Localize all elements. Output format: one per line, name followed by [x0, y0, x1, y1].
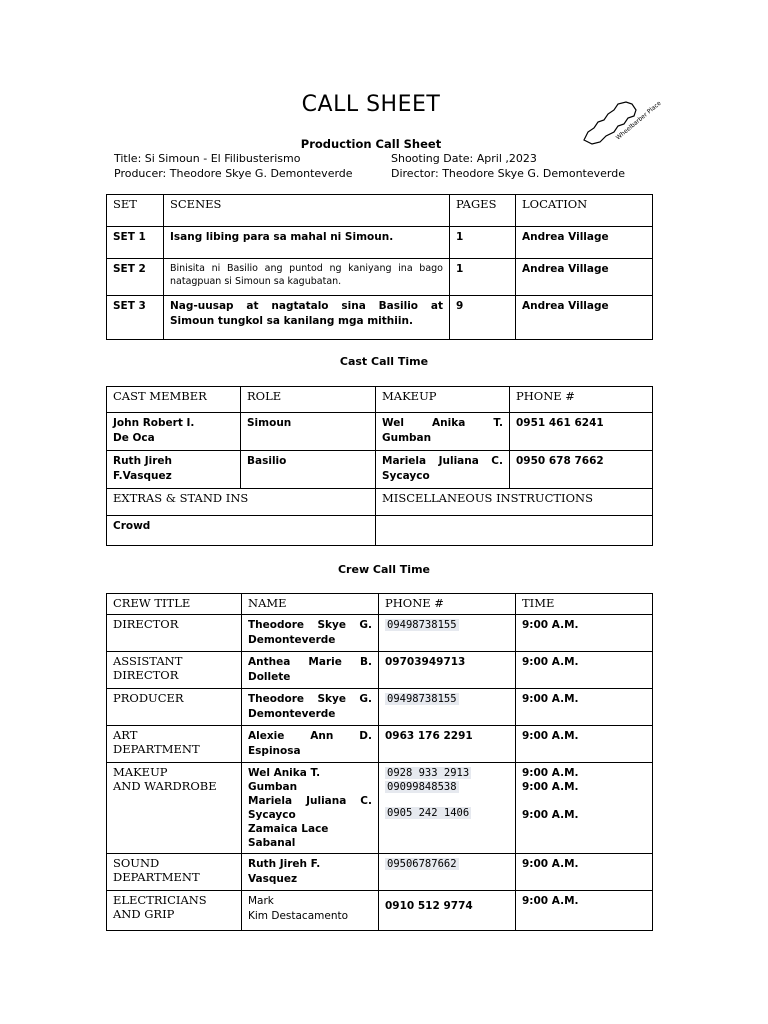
- column-header: MAKEUP: [376, 387, 510, 413]
- director-line: Director: Theodore Skye G. Demonteverde: [391, 167, 625, 180]
- pages-cell: 9: [450, 296, 516, 340]
- column-header: LOCATION: [516, 195, 653, 227]
- cast-section-title: Cast Call Time: [339, 355, 429, 368]
- crew-phone: 0928 933 2913: [387, 767, 470, 779]
- scenes-table: [106, 194, 653, 340]
- column-header: SET: [107, 195, 164, 227]
- crew-title: ELECTRICIANS: [113, 893, 207, 907]
- crew-time: 9:00 A.M.: [522, 781, 579, 793]
- set-cell: SET 2: [107, 259, 164, 296]
- location-cell: Andrea Village: [516, 296, 653, 340]
- table-row: [107, 854, 653, 891]
- cast-member-name: Ruth Jireh F.Vasquez: [113, 455, 172, 482]
- crew-title: SOUND: [113, 856, 160, 870]
- crew-phone-cell: 0910 512 9774: [379, 891, 516, 931]
- table-row: [107, 413, 653, 451]
- location-cell: Andrea Village: [516, 259, 653, 296]
- crew-phone: 09498738155: [387, 619, 457, 631]
- logo-text: Wheelbarber Place: [614, 99, 663, 142]
- pages-cell: 1: [450, 259, 516, 296]
- crew-name: Alexie Ann D.: [248, 730, 372, 742]
- table-row: [107, 516, 653, 546]
- crew-title: MAKEUP: [113, 765, 168, 779]
- cast-member-name: De Oca: [113, 432, 155, 444]
- crew-name: Kim Destacamento: [248, 910, 349, 922]
- crew-title: DIRECTOR: [113, 617, 179, 631]
- scene-cell: Isang libing para sa mahal ni Simoun.: [164, 227, 450, 259]
- crew-time-cell: [516, 763, 653, 854]
- crew-name: Mark: [248, 895, 274, 907]
- table-row: [107, 763, 653, 854]
- misc-cell: [376, 516, 653, 546]
- crew-time-cell: 9:00 A.M.: [516, 891, 653, 931]
- set-cell: SET 3: [107, 296, 164, 340]
- table-row: [107, 615, 653, 652]
- pages-cell: 1: [450, 227, 516, 259]
- crew-name: Wel Anika T. Gumban: [248, 767, 321, 793]
- extras-header: EXTRAS & STAND INS: [107, 489, 376, 516]
- crew-name-cell: [242, 763, 379, 854]
- phone-cell: 0950 678 7662: [510, 451, 653, 489]
- crew-title-cell: [107, 854, 242, 891]
- crew-name-cell: [242, 615, 379, 652]
- crew-phone-cell: [379, 854, 516, 891]
- crew-phone-cell: 0963 176 2291: [379, 726, 516, 763]
- column-header: CREW TITLE: [107, 594, 242, 615]
- column-header: ROLE: [241, 387, 376, 413]
- crew-phone: 09099848538: [387, 781, 457, 793]
- table-header-row: [107, 594, 653, 615]
- makeup-name: Wel Anika T.: [382, 417, 503, 429]
- crew-time-cell: 9:00 A.M.: [516, 652, 653, 689]
- column-header: PAGES: [450, 195, 516, 227]
- column-header: NAME: [242, 594, 379, 615]
- makeup-cell: [376, 413, 510, 451]
- column-header: TIME: [516, 594, 653, 615]
- crew-name-cell: [242, 652, 379, 689]
- phone-cell: 0951 461 6241: [510, 413, 653, 451]
- crew-name: Mariela Juliana C.: [248, 795, 372, 807]
- crew-name: Espinosa: [248, 745, 301, 757]
- crew-time-cell: 9:00 A.M.: [516, 689, 653, 726]
- crew-phone: 09498738155: [387, 693, 457, 705]
- crew-title-cell: [107, 726, 242, 763]
- table-row: [107, 296, 653, 340]
- cast-member-name: John Robert I.: [113, 417, 195, 429]
- makeup-name: Gumban: [382, 432, 432, 444]
- table-row: [107, 227, 653, 259]
- cast-member-cell: [107, 413, 241, 451]
- table-header-row: [107, 195, 653, 227]
- makeup-name: Mariela Juliana C.: [382, 455, 503, 467]
- cast-table: [106, 386, 653, 546]
- crew-title: AND WARDROBE: [113, 779, 217, 793]
- makeup-name: Sycayco: [382, 470, 430, 482]
- crew-title: ART: [113, 728, 138, 742]
- subtitle: Production Call Sheet: [300, 137, 442, 151]
- crew-time: 9:00 A.M.: [522, 767, 579, 779]
- crew-title-cell: [107, 763, 242, 854]
- crew-name: Theodore Skye G.: [248, 619, 372, 631]
- crew-title-cell: [107, 689, 242, 726]
- crew-name: Sycayco: [248, 809, 296, 821]
- crew-name-cell: Ruth Jireh F. Vasquez: [242, 854, 379, 891]
- table-row: [107, 259, 653, 296]
- crew-title: PRODUCER: [113, 691, 184, 705]
- crew-table: [106, 593, 653, 931]
- table-row: [107, 689, 653, 726]
- role-cell: Basilio: [241, 451, 376, 489]
- location-cell: Andrea Village: [516, 227, 653, 259]
- shooting-date: Shooting Date: April ,2023: [391, 152, 537, 165]
- crew-phone: 09506787662: [387, 858, 457, 870]
- crew-title-cell: [107, 891, 242, 931]
- cast-member-cell: [107, 451, 241, 489]
- crew-title: AND GRIP: [113, 907, 175, 921]
- table-header-row: [107, 489, 653, 516]
- crew-phone-cell: 09703949713: [379, 652, 516, 689]
- column-header: PHONE #: [379, 594, 516, 615]
- crew-phone-cell: [379, 615, 516, 652]
- column-header: SCENES: [164, 195, 450, 227]
- crew-phone-cell: [379, 689, 516, 726]
- crew-title: DEPARTMENT: [113, 742, 200, 756]
- table-row: [107, 451, 653, 489]
- crew-name: Demonteverde: [248, 708, 336, 720]
- crew-title: DIRECTOR: [113, 668, 179, 682]
- column-header: CAST MEMBER: [107, 387, 241, 413]
- producer-line: Producer: Theodore Skye G. Demonteverde: [114, 167, 353, 180]
- crew-name: Dollete: [248, 671, 291, 683]
- crew-title: ASSISTANT: [113, 654, 183, 668]
- extras-cell: Crowd: [107, 516, 376, 546]
- table-row: [107, 891, 653, 931]
- crew-title-cell: [107, 615, 242, 652]
- crew-title: DEPARTMENT: [113, 870, 200, 884]
- crew-name: Demonteverde: [248, 634, 336, 646]
- crew-time-cell: 9:00 A.M.: [516, 615, 653, 652]
- set-cell: SET 1: [107, 227, 164, 259]
- crew-name: Theodore Skye G.: [248, 693, 372, 705]
- table-header-row: [107, 387, 653, 413]
- production-title: Title: Si Simoun - El Filibusterismo: [114, 152, 301, 165]
- crew-name-cell: [242, 891, 379, 931]
- crew-name-cell: [242, 726, 379, 763]
- makeup-cell: [376, 451, 510, 489]
- crew-section-title: Crew Call Time: [337, 563, 430, 576]
- table-row: [107, 652, 653, 689]
- crew-name-cell: [242, 689, 379, 726]
- crew-time-cell: 9:00 A.M.: [516, 854, 653, 891]
- role-cell: Simoun: [241, 413, 376, 451]
- crew-phone: 0905 242 1406: [387, 807, 470, 819]
- crew-phone-cell: [379, 763, 516, 854]
- misc-header: MISCELLANEOUS INSTRUCTIONS: [376, 489, 653, 516]
- crew-name: Zamaica Lace Sabanal: [248, 823, 329, 849]
- crew-title-cell: [107, 652, 242, 689]
- scene-cell: Binisita ni Basilio ang puntod ng kaniyang ina bago natagpuan si Simoun sa kagubatan.: [164, 259, 450, 296]
- page-title: CALL SHEET: [301, 92, 441, 117]
- column-header: PHONE #: [510, 387, 653, 413]
- crew-time-cell: 9:00 A.M.: [516, 726, 653, 763]
- crew-time: 9:00 A.M.: [522, 809, 579, 821]
- table-row: [107, 726, 653, 763]
- scene-cell: Nag-uusap at nagtatalo sina Basilio at Simoun tungkol sa kanilang mga mithiin.: [164, 296, 450, 340]
- crew-name: Anthea Marie B.: [248, 656, 372, 668]
